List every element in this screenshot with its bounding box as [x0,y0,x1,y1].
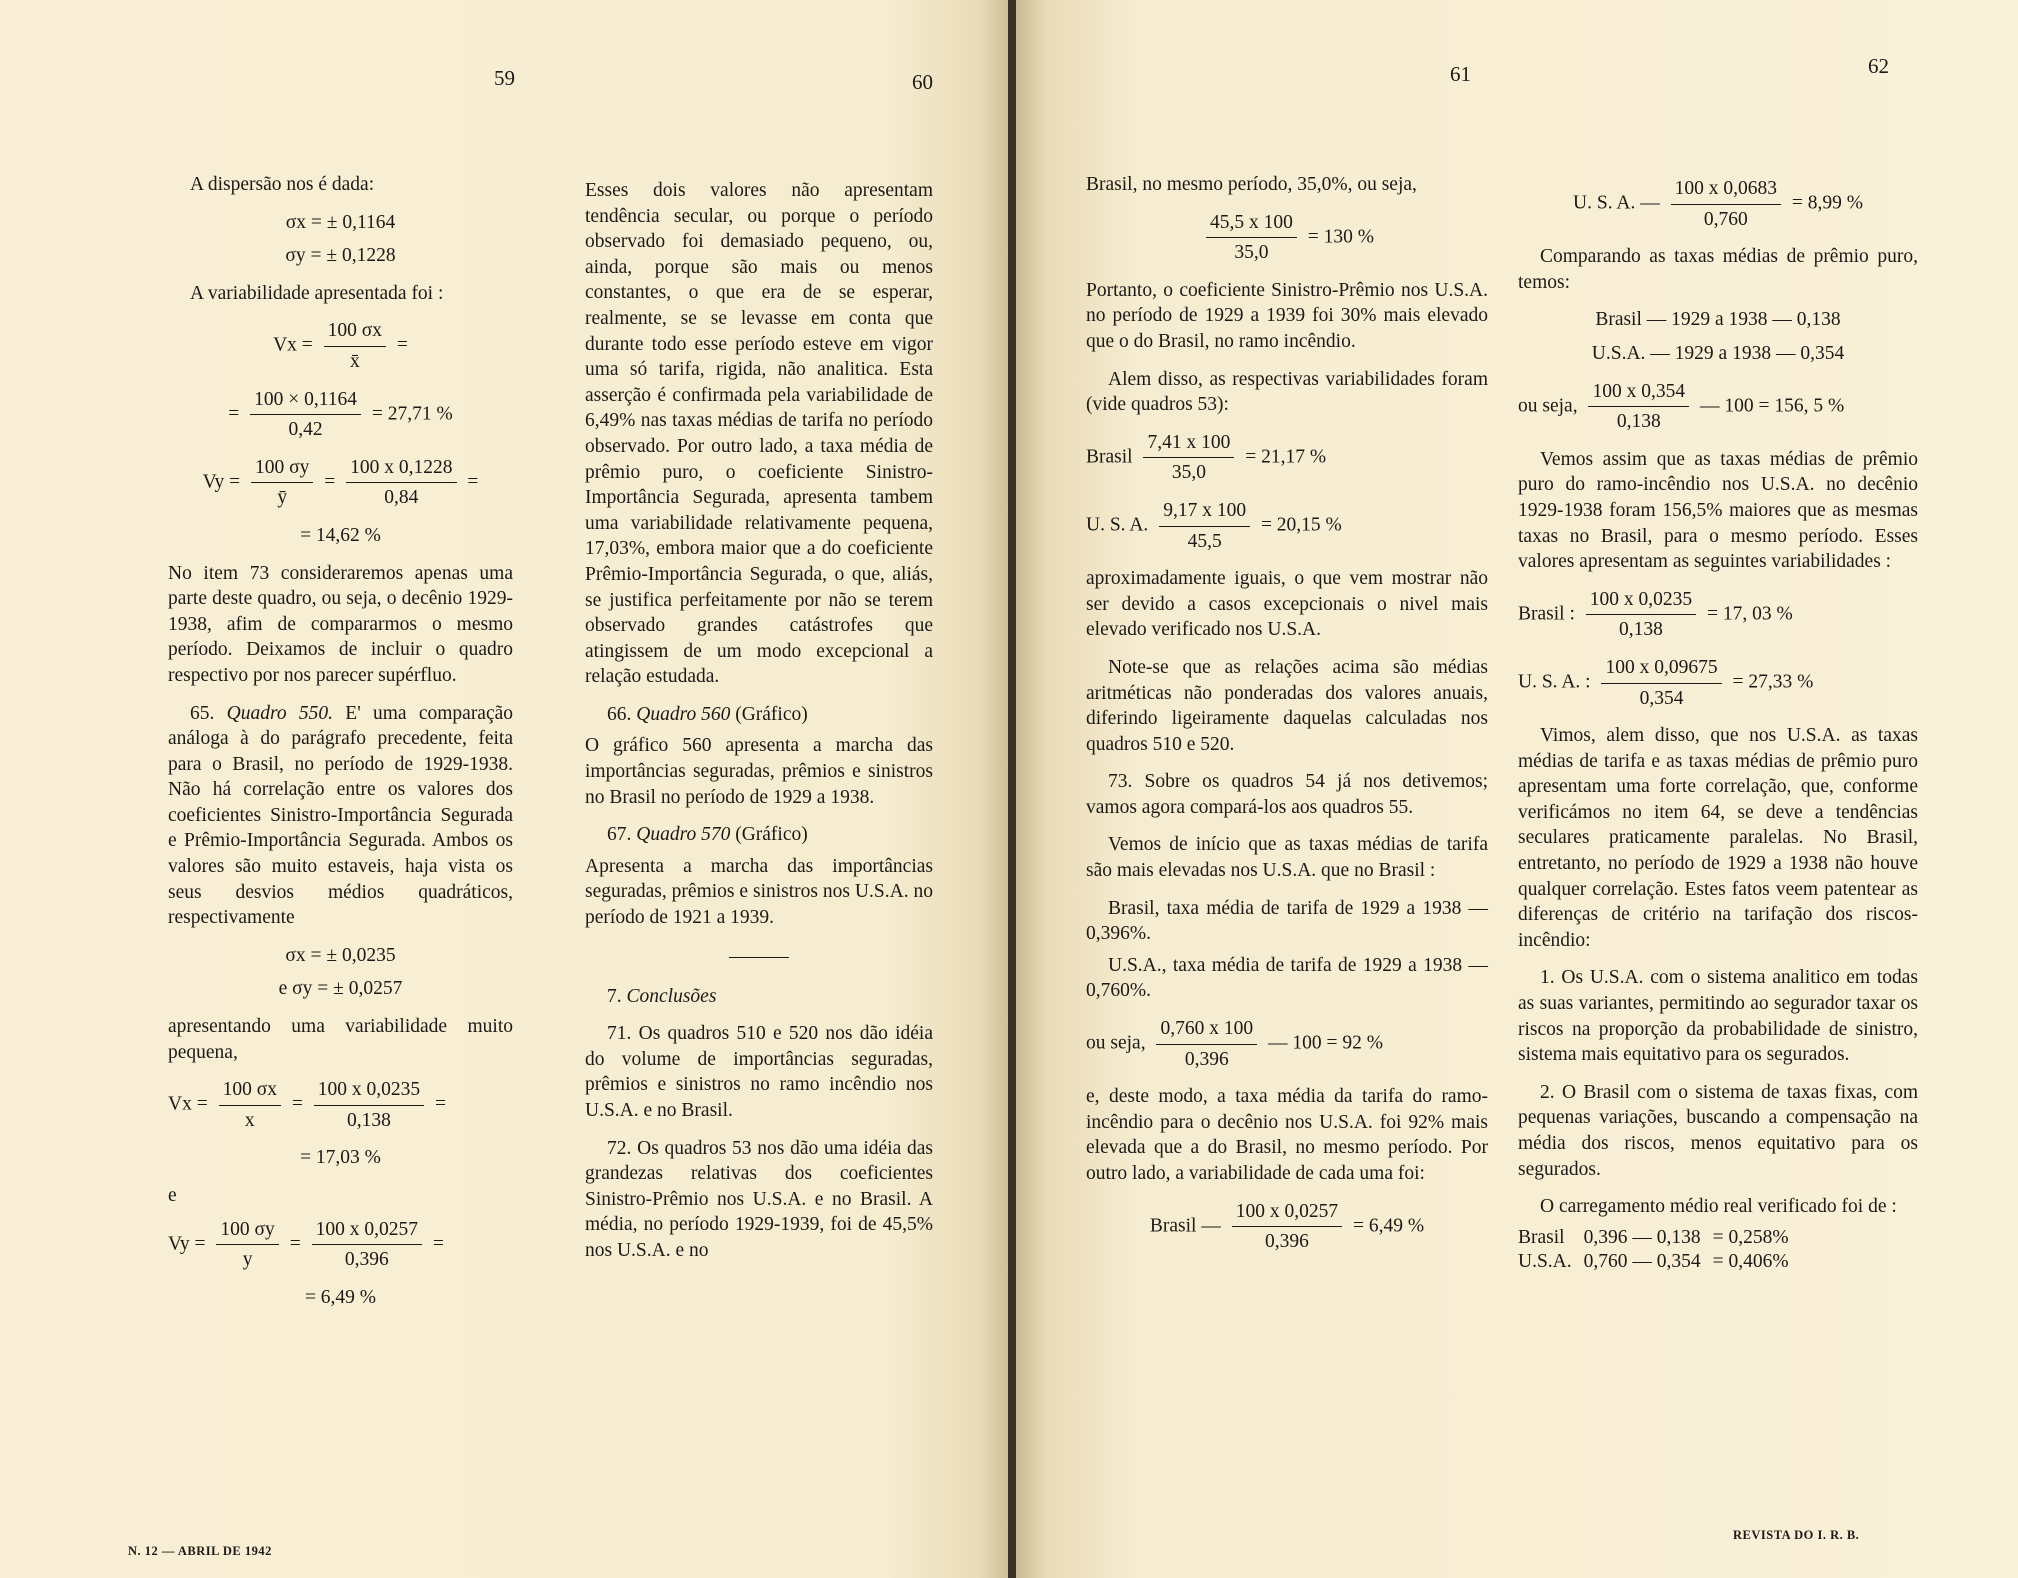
section-7-heading [585,984,933,1010]
paragraph-deste-modo: e, deste modo, a taxa média da tarifa do ramo-incêndio para o decênio nos U.S.A. foi 92% mais elevada que a do Brasil, no mesmo período. Por outro lado, a variabilidade de cada uma foi: [1086,1086,1488,1184]
denominator: 0,42 [288,419,323,441]
paragraph-carregamento: O carregamento médio real verificado foi de : [1540,1196,1897,1218]
paragraph-67-text: Apresenta a marcha das importâncias seguradas, prêmios e sinistros nos U.S.A. no período de 1921 a 1939. [585,855,933,929]
vx2-calculation [168,1077,513,1133]
left-leaf [0,0,1008,1578]
column-page-59 [168,172,513,1322]
denominator: 0,138 [346,1109,391,1131]
fraction [1671,176,1781,232]
result: = 130 % [1307,226,1374,248]
usa-pure-premium: U.S.A. — 1929 a 1938 — 0,354 [1591,342,1845,364]
country: Brasil [1518,1226,1565,1248]
numerator: 100 σy [251,455,313,484]
numerator: 45,5 x 100 [1206,210,1297,239]
equals: = [396,334,408,356]
label: U. S. A. : [1518,671,1591,693]
result: = 0,406% [1712,1250,1789,1272]
usa-pure-variability [1518,655,1918,711]
result: — 100 = 156, 5 % [1699,395,1845,417]
result: = 6,49 % [1352,1215,1425,1237]
denominator: ȳ [277,487,288,509]
section-number: 7. [607,985,622,1007]
denominator: x̄ [349,350,360,372]
numerator: 0,760 x 100 [1156,1016,1257,1045]
loading-table [1518,1226,1801,1274]
paragraph-text: E' uma comparação análoga à do parágrafo precedente, feita para o Brasil, no período de 1929-1938. Não há correlação entre os valores dos coeficientes Sinistro-Importância Segurada e Prêmio-Importância Segurada. Ambos os valores são muito estaveis, haja vista os seus desvios médios quadráticos, respectivamente [168,702,514,929]
paragraph-aproximadamente: aproximadamente iguais, o que vem mostrar não ser devido a casos excepcionais o nivel mais elevado verificado nos U.S.A. [1086,568,1488,641]
column-page-62 [1518,168,1918,1274]
paragraph-continuation: Brasil, no mesmo período, 35,0%, ou seja, [1086,174,1417,195]
label: Brasil — [1149,1215,1221,1237]
equals: = [467,471,479,493]
result: = 27,33 % [1732,671,1814,693]
dispersion-intro: A dispersão nos é dada: [190,174,375,195]
numerator: 100 σx [219,1077,281,1106]
paragraph-note: Note-se que as relações acima são médias aritméticas não ponderadas dos valores anuais, diferindo ligeiramente daquelas calculadas nos quadros 510 e 520. [1086,656,1488,755]
paragraph-item-73-note: No item 73 consideraremos apenas uma parte deste quadro, ou seja, o decênio 1929-1938, afim de compararmos o mesmo período. Deixamos de incluir o quadro respectivo por nos parecer supérfluo. [168,562,513,686]
equals: = [434,1093,446,1115]
label: Brasil [1086,446,1133,468]
conclusion-1: 1. Os U.S.A. com o sistema analitico em todas as suas variantes, permitindo ao segurador taxar os riscos na proporção da probabilidade de sinistro, sistema mais equitativo para os segurados. [1518,967,1918,1066]
coefficient-ratio [1086,210,1488,266]
fraction [1601,655,1721,711]
usa-variability [1086,498,1488,554]
paragraph-comparando: Comparando as taxas médias de prêmio puro, temos: [1518,246,1918,293]
denominator: 0,760 [1703,208,1748,230]
paragraph-vemos-assim: Vemos assim que as taxas médias de prêmio puro do ramo-incêndio nos U.S.A. no decênio 1929-1938 foram 156,5% maiores que as mesmas taxas no Brasil, para o mesmo período. Esses valores apresentam as seguintes variabilidades : [1518,448,1918,573]
fraction [1159,498,1250,554]
denominator: y [242,1249,253,1271]
book-gutter [1008,0,1016,1578]
denominator: 0,138 [1619,619,1663,641]
brazil-rate: Brasil, taxa média de tarifa de 1929 a 1938 — 0,396%. [1086,897,1488,945]
paragraph-title: Quadro 550. [226,702,334,724]
numerator: 100 x 0,0235 [1586,587,1696,616]
label: ou seja, [1086,1032,1146,1054]
fraction [1206,210,1297,266]
denominator: 0,396 [344,1249,389,1271]
brazil-pure-variability [1518,587,1918,643]
numerator: 100 x 0,09675 [1601,655,1721,684]
denominator: 0,396 [1184,1048,1229,1070]
paragraph-alem-disso: Alem disso, as respectivas variabilidades foram (vide quadros 53): [1086,368,1488,416]
numerator: 7,41 x 100 [1143,430,1234,459]
table-row [1518,1226,1801,1250]
right-leaf [1016,0,2018,1578]
label: Brasil : [1518,603,1575,625]
usa-tariff-variability [1518,176,1918,232]
vy-calculation [168,455,513,511]
denominator: 0,138 [1616,411,1661,433]
result: — 100 = 92 % [1267,1032,1383,1054]
vy2-calculation [168,1217,513,1273]
fraction [346,455,456,511]
denominator: 35,0 [1171,462,1206,484]
vx-calculation [168,387,513,443]
paragraph-number: 67. [607,824,632,846]
fraction [1586,587,1696,643]
numerator: 100 x 0,1228 [346,455,456,484]
numerator: 9,17 x 100 [1159,498,1250,527]
equals: = [324,471,336,493]
fraction [1588,379,1689,435]
page-number-61: 61 [1450,62,1471,86]
denominator: x [244,1109,255,1131]
sigma-y: σy = ± 0,1228 [285,245,396,267]
vx-label: Vx = [273,334,313,356]
vy2-result: = 6,49 % [304,1286,377,1308]
denominator: 0,396 [1264,1231,1309,1253]
small-variability-text: apresentando uma variabilidade muito pequena, [168,1016,513,1063]
equals: = [291,1093,303,1115]
numerator: 100 x 0,0257 [312,1217,422,1246]
table-row [1518,1250,1801,1274]
brazil-pure-premium: Brasil — 1929 a 1938 — 0,138 [1595,309,1841,331]
difference: 0,396 — 0,138 [1583,1226,1701,1248]
result: = 0,258% [1712,1226,1789,1248]
vx-definition [168,318,513,374]
label: U. S. A. — [1573,192,1660,214]
label: ou seja, [1518,395,1578,417]
paragraph-72: 72. Os quadros 53 nos dão uma idéia das grandezas relativas dos coeficientes Sinistro-Prêmio nos U.S.A. e no Brasil. A média, no período 1929-1939, foi de 45,5% nos U.S.A. e no [585,1137,933,1261]
fraction [1232,1199,1342,1255]
paragraph-portanto: Portanto, o coeficiente Sinistro-Prêmio nos U.S.A. no período de 1929 a 1939 foi 30% mais elevado que o do Brasil, no ramo incêndio. [1086,279,1488,352]
numerator: 100 σy [216,1217,278,1246]
fraction [250,387,361,443]
denominator: 0,354 [1639,687,1684,709]
vy-label: Vy = [202,471,241,493]
page-number-59: 59 [494,66,515,90]
vx2-result: = 17,03 % [300,1147,381,1169]
sigma-y-2: e σy = ± 0,0257 [278,978,403,1000]
paragraph-vimos: Vimos, alem disso, que nos U.S.A. as taxas médias de tarifa e as taxas médias de prêmio puro apresentam uma forte correlação, que, conforme verificámos no item 64, se deve a tendências seculares praticamente paralelas. No Brasil, entretanto, no período de 1929 a 1938 não houve qualquer correlação. Estes fatos veem patentear as diferenças de critério na tarifação dos riscos-incêndio: [1518,725,1918,951]
paragraph-title: Quadro 560 [636,703,731,725]
paragraph-number: 66. [607,703,632,725]
denominator: 0,84 [384,487,419,509]
column-page-61 [1086,172,1488,1267]
footer-issue: N. 12 — ABRIL DE 1942 [128,1544,272,1558]
numerator: 100 x 0,0683 [1671,176,1781,205]
rate-comparison [1086,1016,1488,1072]
sigma-x: σx = ± 0,1164 [285,211,396,233]
fraction [312,1217,422,1273]
variability-intro: A variabilidade apresentada foi : [190,282,444,304]
section-title: Conclusões [626,985,717,1007]
fraction [216,1217,278,1273]
equals: = [289,1233,301,1255]
numerator: 100 x 0,0257 [1232,1199,1342,1228]
paragraph-vemos: Vemos de início que as taxas médias de tarifa são mais elevadas nos U.S.A. que no Brasil : [1086,834,1488,882]
conclusion-2: 2. O Brasil com o sistema de taxas fixas, com pequenas variações, buscando a compensação na média dos riscos, menos equitativo para os segurados. [1518,1081,1918,1180]
result: = 21,17 % [1245,446,1327,468]
equals: = [432,1233,444,1255]
usa-rate: U.S.A., taxa média de tarifa de 1929 a 1938 — 0,760%. [1086,954,1488,1002]
paragraph-73: 73. Sobre os quadros 54 já nos detivemos; vamos agora compará-los aos quadros 55. [1086,771,1488,818]
paragraph-continuation: Esses dois valores não apresentam tendência secular, ou porque o período observado foi demasiado pequeno, ou, ainda, porque são mais ou menos constantes, o que era de se esperar, realmente, se se levasse em conta que durante todo esse período esteve em vigor uma só tarifa, rigida, não analitica. Esta asserção é confirmada pela variabilidade de 6,49% nas taxas médias de tarifa no período observado. Por outro lado, a taxa média de prêmio puro, o coeficiente Sinistro-Importância Segurada, apresenta tambem uma variabilidade relativamente pequena, 17,03%, embora maior que a do coeficiente Prêmio-Importância Segurada, o que, aliás, se justifica perfeitamente por não se terem observado grandes catástrofes que atingissem de um modo excepcional a relação estudada. [585,180,933,688]
brazil-tariff-variability [1086,1199,1488,1255]
paragraph-number: 65. [190,702,215,724]
vy-result: = 14,62 % [300,524,381,546]
numerator: 100 σx [324,318,386,347]
fraction [314,1077,424,1133]
paragraph-title: Quadro 570 [636,824,731,846]
vx-label: Vx = [168,1093,208,1115]
denominator: 45,5 [1187,530,1222,552]
numerator: 100 × 0,1164 [250,387,361,416]
paragraph-71: 71. Os quadros 510 e 520 nos dão idéia do volume de importâncias seguradas, prêmios e sinistros no ramo incêndio nos U.S.A. e no Brasil. [585,1023,933,1121]
paragraph-66-text: O gráfico 560 apresenta a marcha das importâncias seguradas, prêmios e sinistros no Brasil no período de 1929 a 1938. [585,735,933,808]
fraction [219,1077,281,1133]
fraction [251,455,313,511]
conjunction-e: e [168,1185,177,1206]
numerator: 100 x 0,0235 [314,1077,424,1106]
difference: 0,760 — 0,354 [1583,1250,1701,1272]
paragraph-66-heading [585,702,933,728]
vy-label: Vy = [168,1233,206,1255]
result: = 20,15 % [1260,514,1342,536]
fraction [324,318,386,374]
page-number-60: 60 [912,70,933,94]
paragraph-67-heading [585,822,933,848]
sigma-x-2: σx = ± 0,0235 [285,944,396,966]
result: = 27,71 % [371,403,453,425]
section-divider [729,957,789,958]
footer-journal: REVISTA DO I. R. B. [1733,1528,1860,1542]
label: U. S. A. [1086,514,1149,536]
column-page-60 [585,178,933,1276]
equals: = [228,403,240,425]
numerator: 100 x 0,354 [1588,379,1689,408]
brazil-variability [1086,430,1488,486]
result: = 17, 03 % [1707,603,1793,625]
country: U.S.A. [1518,1250,1572,1272]
denominator: 35,0 [1234,242,1269,264]
paragraph-65 [168,701,513,931]
fraction [1143,430,1234,486]
fraction [1156,1016,1257,1072]
result: = 8,99 % [1791,192,1863,214]
page-number-62: 62 [1868,54,1889,78]
paragraph-tag: (Gráfico) [735,824,808,846]
pure-premium-comparison [1518,379,1918,435]
paragraph-tag: (Gráfico) [735,703,808,725]
